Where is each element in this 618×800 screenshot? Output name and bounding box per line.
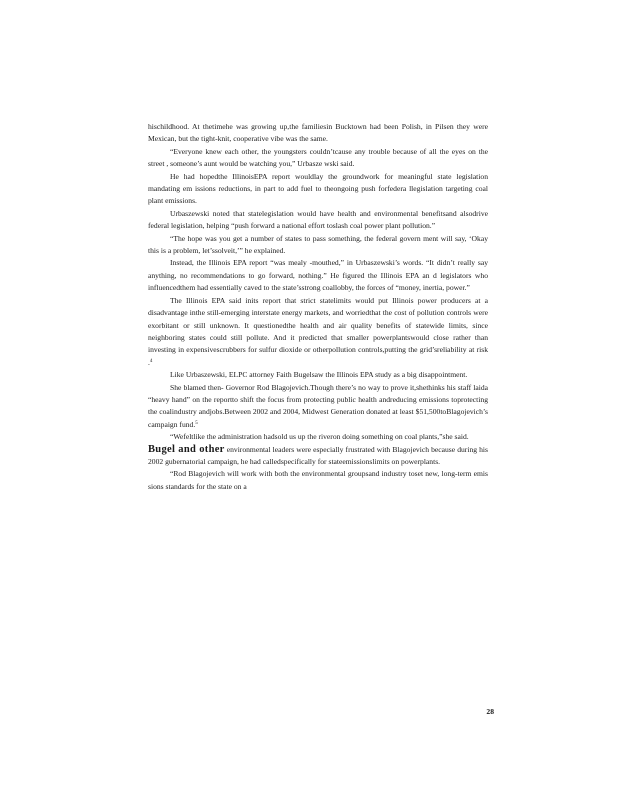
footnote-marker: 5 xyxy=(195,420,198,426)
paragraph: She blamed then- Governor Rod Blagojevich.Though there’s no way to prove it,shethinks his staff laida “heavy hand” on the reportto shift the focus from protecting public health andreducing emissions toprotecting the coalindustry andjobs.Between 2002 and 2004, Midwest Generation donated at least $51,500toBlagojevich’s campaign fund.$^5$ xyxy=(148,382,488,429)
section-lead-in: Bugel and other xyxy=(148,443,225,455)
paragraph: “The hope was you get a number of states to pass something, the federal govern ment will say, ‘Okay this is a problem, let’ssolveit,’” he explained. xyxy=(148,233,488,256)
page-number: 28 xyxy=(486,707,494,716)
paragraph: The Illinois EPA said inits report that strict statelimits would put Illinois power producers at a disadvantage inthe still-emerging interstate energy markets, and worriedthat the cost of pollution controls were exorbitant or still unknown. It questionedthe health and air quality benefits of statewide limits, since neighboring states could still pollute. And it predicted that smaller powerplantswould close rather than investing in expensivescrubbers for sulfur dioxide or otherpollution controls,putting the grid’sreliability at risk .$^4$ xyxy=(148,295,488,367)
paragraph: Instead, the Illinois EPA report “was mealy -mouthed,” in Urbaszewski’s words. “It didn’t really say anything, no recommendations to go forward, nothing.” He figured the Illinois EPA an d legislators who influencedthem had essentially caved to the state’sstrong coallobby, the forces of “money, inertia, power.” xyxy=(148,258,488,293)
paragraph: He had hopedthe IllinoisEPA report wouldlay the groundwork for meaningful state legislation mandating em issions reductions, in part to add fuel to theongoing push forfedera llegislation targeting coal plant emissions. xyxy=(148,171,488,206)
paragraph: Like Urbaszewski, ELPC attorney Faith Bugelsaw the Illinois EPA study as a big disappointment. xyxy=(170,370,468,380)
paragraph: “Wefeltlike the administration hadsold us up the riveron doing something on coal plants,”she said. xyxy=(170,432,469,442)
paragraph: “Rod Blagojevich will work with both the environmental groupsand industry toset new, long-term emis sions standards for the state on a xyxy=(148,469,488,491)
paragraph: Urbaszewski noted that statelegislation would have health and environmental benefitsand alsodrive federal legislation, helping “push forward a national effort toslash coal power plant pollution.” xyxy=(148,208,488,231)
document-body xyxy=(148,121,488,493)
paragraph: Bugel and other environmental leaders were especially frustrated with Blagojevich because during his 2002 gubernatorial campaign, he had calledspecifically for stateemissionslimits on powerplants. xyxy=(148,443,488,466)
footnote-marker: 4 xyxy=(149,358,153,364)
paragraph: “Everyone knew each other, the youngsters couldn’tcause any trouble because of all the eyes on the street , someone’s aunt would be watching you,” Urbasze wski said. xyxy=(148,146,488,169)
paragraph: hischildhood. At thetimehe was growing up,the familiesin Bucktown had been Polish, in Pilsen they were Mexican, but the tight-knit, cooperative vibe was the same. xyxy=(148,122,488,144)
